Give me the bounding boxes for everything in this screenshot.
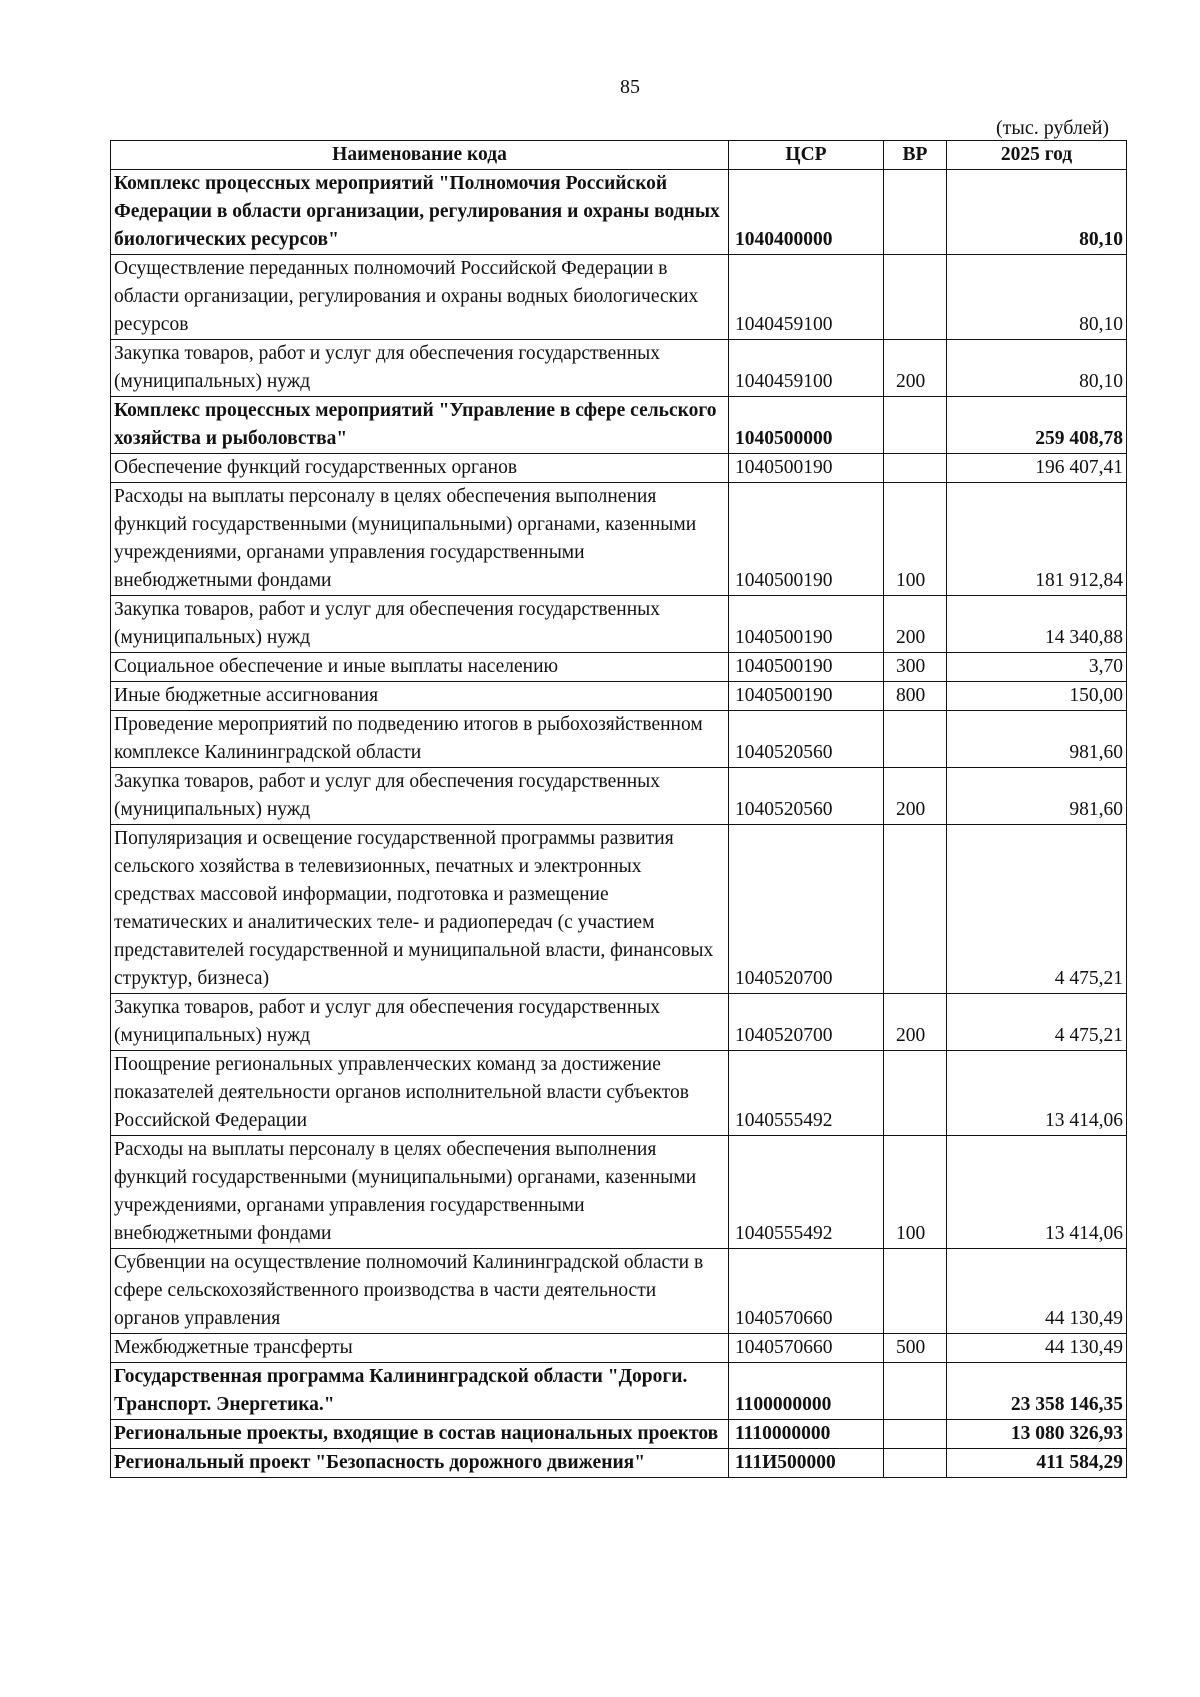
row-sum: 80,10	[947, 340, 1127, 397]
table-row	[111, 596, 1127, 653]
header-sum: 2025 год	[947, 141, 1127, 170]
row-sum: 196 407,41	[947, 454, 1127, 483]
row-vr: 500	[884, 1334, 947, 1363]
row-vr	[884, 1363, 947, 1420]
row-csr: 1040400000	[729, 170, 884, 255]
row-name: Обеспечение функций государственных органов	[111, 454, 729, 483]
row-name: Социальное обеспечение и иные выплаты населению	[111, 653, 729, 682]
row-csr: 1040520560	[729, 711, 884, 768]
row-csr: 1040500190	[729, 454, 884, 483]
row-vr: 200	[884, 596, 947, 653]
row-name: Проведение мероприятий по подведению итогов в рыбохозяйственном комплексе Калининградской области	[111, 711, 729, 768]
row-vr	[884, 1249, 947, 1334]
row-sum: 14 340,88	[947, 596, 1127, 653]
row-sum: 981,60	[947, 711, 1127, 768]
header-csr: ЦСР	[729, 141, 884, 170]
row-name: Иные бюджетные ассигнования	[111, 682, 729, 711]
row-csr: 1040555492	[729, 1136, 884, 1249]
unit-label: (тыс. рублей)	[996, 117, 1110, 139]
row-name: Осуществление переданных полномочий Российской Федерации в области организации, регулирования и охраны водных биологических ресурсов	[111, 255, 729, 340]
row-csr: 1040500190	[729, 596, 884, 653]
row-csr: 111И500000	[729, 1449, 884, 1478]
row-csr: 1040459100	[729, 340, 884, 397]
table-row	[111, 454, 1127, 483]
row-sum: 150,00	[947, 682, 1127, 711]
row-name: Субвенции на осуществление полномочий Калининградской области в сфере сельскохозяйственного производства в части деятельности органов управления	[111, 1249, 729, 1334]
table-row	[111, 682, 1127, 711]
row-vr	[884, 397, 947, 454]
row-sum: 411 584,29	[947, 1449, 1127, 1478]
table-row	[111, 1334, 1127, 1363]
table-row	[111, 255, 1127, 340]
table-row	[111, 994, 1127, 1051]
row-name: Комплекс процессных мероприятий "Управление в сфере сельского хозяйства и рыболовства"	[111, 397, 729, 454]
row-csr: 1040500190	[729, 483, 884, 596]
row-sum: 4 475,21	[947, 994, 1127, 1051]
table-row	[111, 1420, 1127, 1449]
row-name: Закупка товаров, работ и услуг для обеспечения государственных (муниципальных) нужд	[111, 768, 729, 825]
budget-table	[110, 140, 1127, 1478]
row-sum: 259 408,78	[947, 397, 1127, 454]
row-csr: 1040520700	[729, 994, 884, 1051]
row-vr: 200	[884, 340, 947, 397]
row-sum: 44 130,49	[947, 1249, 1127, 1334]
row-csr: 1110000000	[729, 1420, 884, 1449]
row-csr: 1040570660	[729, 1334, 884, 1363]
table-row	[111, 483, 1127, 596]
row-sum: 44 130,49	[947, 1334, 1127, 1363]
table-row	[111, 1051, 1127, 1136]
table-body	[111, 170, 1127, 1478]
row-csr: 1040500000	[729, 397, 884, 454]
row-vr	[884, 255, 947, 340]
row-vr: 100	[884, 483, 947, 596]
row-csr: 1040520560	[729, 768, 884, 825]
table-row	[111, 1449, 1127, 1478]
row-sum: 13 080 326,93	[947, 1420, 1127, 1449]
row-sum: 13 414,06	[947, 1051, 1127, 1136]
table-row	[111, 825, 1127, 994]
row-vr: 200	[884, 994, 947, 1051]
row-name: Региональный проект "Безопасность дорожного движения"	[111, 1449, 729, 1478]
header-row	[111, 141, 1127, 170]
page-number: 85	[620, 76, 640, 98]
row-name: Региональные проекты, входящие в состав национальных проектов	[111, 1420, 729, 1449]
row-vr	[884, 1420, 947, 1449]
row-csr: 1040555492	[729, 1051, 884, 1136]
row-sum: 80,10	[947, 255, 1127, 340]
row-vr	[884, 1449, 947, 1478]
table-row	[111, 170, 1127, 255]
row-csr: 1040520700	[729, 825, 884, 994]
row-csr: 1040570660	[729, 1249, 884, 1334]
header-vr: ВР	[884, 141, 947, 170]
table-row	[111, 397, 1127, 454]
row-vr	[884, 170, 947, 255]
row-name: Закупка товаров, работ и услуг для обеспечения государственных (муниципальных) нужд	[111, 596, 729, 653]
table-row	[111, 768, 1127, 825]
table-row	[111, 1363, 1127, 1420]
row-vr	[884, 825, 947, 994]
row-sum: 181 912,84	[947, 483, 1127, 596]
table-row	[111, 1249, 1127, 1334]
table-header	[111, 141, 1127, 170]
table-row	[111, 1136, 1127, 1249]
row-sum: 3,70	[947, 653, 1127, 682]
row-sum: 981,60	[947, 768, 1127, 825]
row-vr	[884, 1051, 947, 1136]
row-csr: 1040500190	[729, 682, 884, 711]
row-vr: 300	[884, 653, 947, 682]
row-sum: 13 414,06	[947, 1136, 1127, 1249]
header-name: Наименование кода	[111, 141, 729, 170]
row-name: Популяризация и освещение государственной программы развития сельского хозяйства в телевизионных, печатных и электронных средствах массовой информации, подготовка и размещение тематических и аналитических теле- и радиопередач (с участием представителей государственной и муниципальной власти, финансовых структур, бизнеса)	[111, 825, 729, 994]
row-name: Закупка товаров, работ и услуг для обеспечения государственных (муниципальных) нужд	[111, 994, 729, 1051]
row-name: Поощрение региональных управленческих команд за достижение показателей деятельности органов исполнительной власти субъектов Российской Федерации	[111, 1051, 729, 1136]
row-vr: 100	[884, 1136, 947, 1249]
row-sum: 23 358 146,35	[947, 1363, 1127, 1420]
table-row	[111, 653, 1127, 682]
row-name: Закупка товаров, работ и услуг для обеспечения государственных (муниципальных) нужд	[111, 340, 729, 397]
row-vr	[884, 711, 947, 768]
row-csr: 1100000000	[729, 1363, 884, 1420]
row-name: Комплекс процессных мероприятий "Полномочия Российской Федерации в области организации, регулирования и охраны водных биологических ресурсов"	[111, 170, 729, 255]
row-name: Расходы на выплаты персоналу в целях обеспечения выполнения функций государственными (муниципальными) органами, казенными учреждениями, органами управления государственными внебюджетными фондами	[111, 1136, 729, 1249]
row-name: Межбюджетные трансферты	[111, 1334, 729, 1363]
row-sum: 80,10	[947, 170, 1127, 255]
row-name: Расходы на выплаты персоналу в целях обеспечения выполнения функций государственными (муниципальными) органами, казенными учреждениями, органами управления государственными внебюджетными фондами	[111, 483, 729, 596]
row-vr: 200	[884, 768, 947, 825]
row-name: Государственная программа Калининградской области "Дороги. Транспорт. Энергетика."	[111, 1363, 729, 1420]
table-row	[111, 711, 1127, 768]
row-vr	[884, 454, 947, 483]
row-vr: 800	[884, 682, 947, 711]
row-csr: 1040500190	[729, 653, 884, 682]
row-csr: 1040459100	[729, 255, 884, 340]
row-sum: 4 475,21	[947, 825, 1127, 994]
table-row	[111, 340, 1127, 397]
